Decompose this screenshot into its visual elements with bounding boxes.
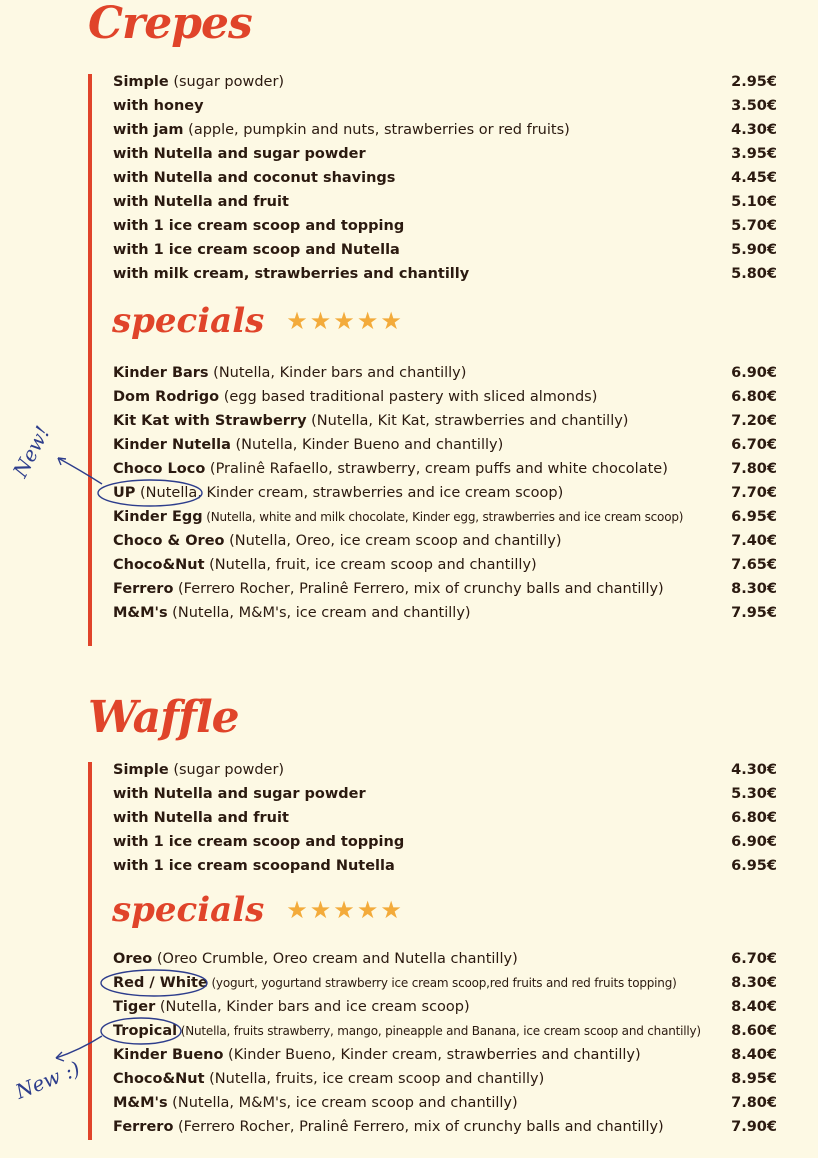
item-price: 7.80€ bbox=[731, 461, 777, 477]
item-price: 7.40€ bbox=[731, 533, 777, 549]
item-name: with milk cream, strawberries and chantilly bbox=[113, 266, 470, 282]
menu-item bbox=[113, 238, 777, 262]
item-price: 8.30€ bbox=[731, 581, 777, 597]
menu-item bbox=[113, 433, 777, 457]
item-description: (apple, pumpkin and nuts, strawberries or red fruits) bbox=[183, 122, 570, 138]
menu-item bbox=[113, 995, 777, 1019]
item-price: 6.90€ bbox=[731, 365, 777, 381]
item-price: 5.80€ bbox=[731, 266, 777, 282]
menu-item bbox=[113, 166, 777, 190]
item-price: 6.80€ bbox=[731, 389, 777, 405]
item-name: with honey bbox=[113, 98, 204, 114]
item-name: Choco & Oreo bbox=[113, 533, 225, 549]
item-name: Choco&Nut bbox=[113, 1071, 205, 1087]
item-name: Kit Kat with Strawberry bbox=[113, 413, 307, 429]
menu-item bbox=[113, 1091, 777, 1115]
menu-item bbox=[113, 529, 777, 553]
item-name: Tropical bbox=[113, 1023, 178, 1039]
menu-item bbox=[113, 142, 777, 166]
item-name: with Nutella and fruit bbox=[113, 194, 289, 210]
menu-item bbox=[113, 481, 777, 505]
item-name: Choco Loco bbox=[113, 461, 206, 477]
arrowhead-icon bbox=[58, 458, 66, 465]
item-name: with Nutella and sugar powder bbox=[113, 786, 366, 802]
item-name: with 1 ice cream scoop and topping bbox=[113, 218, 405, 234]
item-description: (Nutella, M&M's, ice cream and chantilly) bbox=[167, 605, 471, 621]
item-description: (Oreo Crumble, Oreo cream and Nutella chantilly) bbox=[152, 951, 518, 967]
item-price: 2.95€ bbox=[731, 74, 777, 90]
handwritten-new-note-waffle: New :) bbox=[11, 1056, 84, 1104]
arrow-annotation bbox=[56, 1036, 102, 1058]
item-description: (sugar powder) bbox=[168, 74, 285, 90]
item-price: 5.30€ bbox=[731, 786, 777, 802]
menu-item bbox=[113, 971, 777, 995]
crepes-title: Crepes bbox=[88, 0, 252, 49]
item-name: with Nutella and coconut shavings bbox=[113, 170, 396, 186]
item-name: Kinder Nutella bbox=[113, 437, 231, 453]
item-description: (Nutella, fruits, ice cream scoop and chantilly) bbox=[204, 1071, 545, 1087]
item-name: Red / White bbox=[113, 975, 208, 991]
item-description: (sugar powder) bbox=[168, 762, 285, 778]
menu-item bbox=[113, 409, 777, 433]
item-description: (Nutella, M&M's, ice cream scoop and chantilly) bbox=[167, 1095, 518, 1111]
menu-item bbox=[113, 553, 777, 577]
item-name: Simple bbox=[113, 762, 169, 778]
menu-item bbox=[113, 385, 777, 409]
menu-item bbox=[113, 214, 777, 238]
menu-item bbox=[113, 94, 777, 118]
item-name: with 1 ice cream scoop and topping bbox=[113, 834, 405, 850]
item-name: Ferrero bbox=[113, 581, 174, 597]
handwritten-new-note: New! bbox=[8, 421, 55, 482]
item-description: (Kinder Bueno, Kinder cream, strawberries and chantilly) bbox=[223, 1047, 641, 1063]
item-price: 7.80€ bbox=[731, 1095, 777, 1111]
menu-item bbox=[113, 190, 777, 214]
item-name: Simple bbox=[113, 74, 169, 90]
item-name: with Nutella and sugar powder bbox=[113, 146, 366, 162]
item-name: Kinder Bars bbox=[113, 365, 209, 381]
item-price: 6.80€ bbox=[731, 810, 777, 826]
menu-item bbox=[113, 601, 777, 625]
menu-item bbox=[113, 457, 777, 481]
item-price: 6.95€ bbox=[731, 858, 777, 874]
menu-item bbox=[113, 782, 777, 806]
item-price: 7.95€ bbox=[731, 605, 777, 621]
item-price: 8.40€ bbox=[731, 999, 777, 1015]
item-name: Tiger bbox=[113, 999, 156, 1015]
arrow-annotation bbox=[58, 458, 102, 484]
rating-stars-icon: ★★★★★ bbox=[286, 896, 404, 924]
item-description: (Pralinê Rafaello, strawberry, cream puffs and white chocolate) bbox=[205, 461, 668, 477]
item-name: UP bbox=[113, 485, 136, 501]
item-name: M&M's bbox=[113, 1095, 168, 1111]
rating-stars-icon: ★★★★★ bbox=[286, 307, 404, 335]
menu-item bbox=[113, 262, 777, 286]
item-name: with Nutella and fruit bbox=[113, 810, 289, 826]
item-price: 4.30€ bbox=[731, 122, 777, 138]
menu-item bbox=[113, 854, 777, 878]
specials-label: specials bbox=[112, 890, 265, 930]
item-description: (Nutella, Oreo, ice cream scoop and chantilly) bbox=[224, 533, 562, 549]
item-price: 8.30€ bbox=[731, 975, 777, 991]
menu-item bbox=[113, 1115, 777, 1139]
menu-item bbox=[113, 1019, 777, 1043]
specials-label: specials bbox=[112, 301, 265, 341]
item-description: (Nutella, Kinder cream, strawberries and ice cream scoop) bbox=[135, 485, 564, 501]
menu-item bbox=[113, 505, 777, 529]
item-price: 7.65€ bbox=[731, 557, 777, 573]
menu-item bbox=[113, 577, 777, 601]
crepes-specials-heading bbox=[112, 301, 404, 341]
item-description: (Nutella, Kinder Bueno and chantilly) bbox=[230, 437, 504, 453]
item-name: Choco&Nut bbox=[113, 557, 205, 573]
menu-item bbox=[113, 806, 777, 830]
menu-item bbox=[113, 830, 777, 854]
item-name: with 1 ice cream scoop and Nutella bbox=[113, 242, 400, 258]
item-price: 7.20€ bbox=[731, 413, 777, 429]
item-price: 8.95€ bbox=[731, 1071, 777, 1087]
item-name: Ferrero bbox=[113, 1119, 174, 1135]
item-description: (Nutella, Kit Kat, strawberries and chantilly) bbox=[306, 413, 629, 429]
waffle-divider-bar bbox=[88, 762, 92, 1140]
item-price: 7.90€ bbox=[731, 1119, 777, 1135]
item-price: 7.70€ bbox=[731, 485, 777, 501]
item-price: 5.70€ bbox=[731, 218, 777, 234]
item-description: (Nutella, fruit, ice cream scoop and chantilly) bbox=[204, 557, 537, 573]
item-price: 3.95€ bbox=[731, 146, 777, 162]
item-price: 8.60€ bbox=[731, 1023, 777, 1039]
item-name: Kinder Egg bbox=[113, 509, 203, 525]
crepes-divider-bar bbox=[88, 74, 92, 646]
waffle-specials-heading bbox=[112, 890, 404, 930]
item-description: (Nutella, white and milk chocolate, Kinder egg, strawberries and ice cream scoop) bbox=[202, 510, 684, 524]
menu-item bbox=[113, 118, 777, 142]
item-price: 4.30€ bbox=[731, 762, 777, 778]
item-price: 5.10€ bbox=[731, 194, 777, 210]
item-price: 4.45€ bbox=[731, 170, 777, 186]
menu-item bbox=[113, 1067, 777, 1091]
item-name: with 1 ice cream scoopand Nutella bbox=[113, 858, 395, 874]
menu-item bbox=[113, 70, 777, 94]
waffle-title: Waffle bbox=[88, 692, 239, 743]
item-description: (egg based traditional pastery with sliced almonds) bbox=[219, 389, 598, 405]
item-price: 6.95€ bbox=[731, 509, 777, 525]
item-price: 6.70€ bbox=[731, 951, 777, 967]
item-description: (Nutella, Kinder bars and chantilly) bbox=[208, 365, 467, 381]
item-name: with jam bbox=[113, 122, 184, 138]
item-description: (yogurt, yogurtand strawberry ice cream scoop,red fruits and red fruits topping) bbox=[207, 976, 677, 990]
item-price: 8.40€ bbox=[731, 1047, 777, 1063]
item-name: Oreo bbox=[113, 951, 153, 967]
menu-item bbox=[113, 361, 777, 385]
item-name: Dom Rodrigo bbox=[113, 389, 220, 405]
menu-item bbox=[113, 758, 777, 782]
item-price: 5.90€ bbox=[731, 242, 777, 258]
item-description: (Nutella, Kinder bars and ice cream scoop) bbox=[155, 999, 470, 1015]
item-price: 6.90€ bbox=[731, 834, 777, 850]
item-price: 6.70€ bbox=[731, 437, 777, 453]
item-description: (Ferrero Rocher, Pralinê Ferrero, mix of crunchy balls and chantilly) bbox=[173, 581, 664, 597]
item-name: Kinder Bueno bbox=[113, 1047, 224, 1063]
item-price: 3.50€ bbox=[731, 98, 777, 114]
item-description: (Nutella, fruits strawberry, mango, pineapple and Banana, ice cream scoop and chantilly) bbox=[177, 1024, 701, 1038]
item-name: M&M's bbox=[113, 605, 168, 621]
menu-item bbox=[113, 1043, 777, 1067]
item-description: (Ferrero Rocher, Pralinê Ferrero, mix of crunchy balls and chantilly) bbox=[173, 1119, 664, 1135]
menu-item bbox=[113, 947, 777, 971]
